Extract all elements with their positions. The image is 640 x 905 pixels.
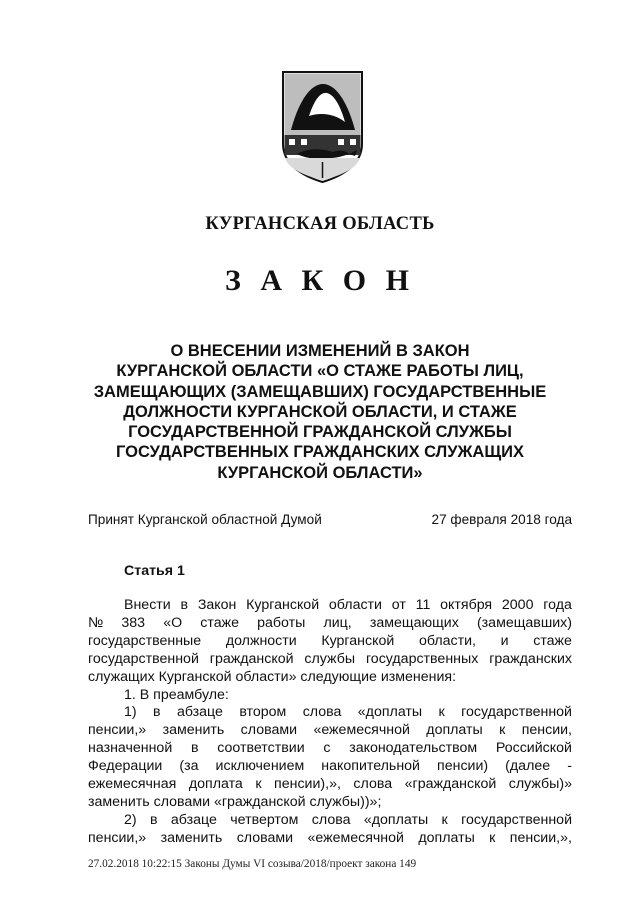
body-word: 383 — [121, 614, 146, 631]
body-word: Российской — [495, 740, 572, 757]
document-footer: 27.02.2018 10:22:15 Законы Думы VI созыва/2018/проект закона 149 — [88, 858, 417, 870]
article-body — [88, 597, 572, 848]
body-word: абзаце — [170, 811, 217, 828]
adoption-line — [88, 512, 572, 527]
body-word: октября — [440, 597, 493, 613]
body-word: Федерации — [88, 758, 163, 775]
body-line — [88, 740, 572, 758]
body-word: к — [255, 776, 262, 793]
body-word: государственной — [461, 811, 572, 828]
body-word: доплаты — [418, 829, 475, 846]
body-word: абзаце — [176, 704, 223, 721]
region-heading: КУРГАНСКАЯ ОБЛАСТЬ — [205, 214, 435, 234]
title-line: ЗАМЕЩАЮЩИХ (ЗАМЕЩАВШИХ) ГОСУДАРСТВЕННЫЕ — [93, 382, 547, 401]
body-word: законодательством — [349, 740, 478, 757]
body-line — [88, 776, 572, 794]
body-word: службы)» — [508, 776, 572, 793]
body-word: пенсии,» — [88, 829, 147, 846]
body-line: 1. В преамбуле: — [124, 686, 229, 703]
body-word: «доплаты — [357, 704, 423, 721]
body-word: пенсии) — [437, 758, 489, 775]
body-word: государственной — [88, 650, 199, 667]
body-word: в — [153, 704, 161, 721]
title-line: ДОЛЖНОСТИ КУРГАНСКОЙ ОБЛАСТИ, И СТАЖЕ — [123, 402, 517, 421]
body-line — [88, 830, 572, 848]
body-word: назначенной — [88, 740, 173, 757]
body-word: Курганской — [246, 597, 320, 613]
body-word: к — [489, 829, 496, 846]
body-word: - — [567, 758, 572, 775]
body-word: «гражданской — [404, 776, 497, 793]
body-line: служащих Курганской области» следующие изменения: — [88, 668, 457, 685]
body-word: соответствии — [217, 740, 305, 757]
adopted-by: Принят Курганской областной Думой — [88, 512, 322, 527]
body-word: втором — [239, 704, 287, 721]
title-line: ГОСУДАРСТВЕННОЙ ГРАЖДАНСКОЙ СЛУЖБЫ — [128, 423, 512, 442]
body-word: «ежемесячной — [313, 722, 410, 739]
body-word: пенсии,» — [88, 722, 147, 739]
body-word: накопительной — [321, 758, 420, 775]
body-line — [88, 633, 572, 651]
body-line — [88, 597, 572, 615]
body-line — [88, 758, 572, 776]
kurgan-coat-of-arms-icon — [277, 66, 368, 184]
title-line: ГОСУДАРСТВЕННЫХ ГРАЖДАНСКИХ СЛУЖАЩИХ — [115, 443, 525, 462]
body-word: от — [391, 597, 406, 613]
body-word: 11 — [415, 597, 431, 613]
body-word: слова — [353, 776, 393, 793]
body-word: заменить — [160, 829, 223, 846]
body-word: доплата — [188, 776, 243, 793]
body-word: словами — [240, 722, 298, 739]
body-word: гражданских — [489, 650, 572, 667]
body-word: должности — [225, 632, 297, 649]
body-word: 1) — [124, 704, 137, 721]
body-word: «доплаты — [363, 811, 429, 828]
body-word: замещающих — [369, 614, 459, 631]
body-word: № — [88, 614, 104, 631]
body-line — [88, 651, 572, 669]
adoption-date: 27 февраля 2018 года — [431, 512, 572, 527]
body-word: пенсии,», — [509, 829, 572, 846]
body-word: в — [191, 740, 199, 757]
body-word: с — [323, 740, 331, 757]
body-word: области, — [418, 632, 476, 649]
title-line: КУРГАНСКОЙ ОБЛАСТИ «О СТАЖЕ РАБОТЫ ЛИЦ, — [116, 362, 524, 381]
body-word: стаже — [200, 614, 239, 631]
body-line: заменить словами «гражданской службы))»; — [88, 793, 382, 810]
document-type-heading: З А К О Н — [225, 264, 415, 297]
body-word: работы — [257, 614, 306, 631]
body-word: к — [438, 704, 445, 721]
body-word: исключением — [215, 758, 305, 775]
body-word: области — [328, 597, 382, 613]
body-word: «ежемесячной — [307, 829, 404, 846]
body-word: Закон — [197, 597, 237, 613]
body-word: стаже — [533, 632, 572, 649]
body-word: к — [441, 811, 448, 828]
body-word: в — [150, 811, 158, 828]
body-word: (замещавших) — [476, 614, 572, 631]
body-word: 2) — [124, 811, 137, 828]
body-word: доплаты — [426, 722, 483, 739]
body-word: 2000 — [501, 597, 534, 613]
article-heading: Статья 1 — [124, 563, 185, 579]
body-word: лиц, — [323, 614, 352, 631]
body-word: Курганской — [321, 632, 395, 649]
title-line: КУРГАНСКОЙ ОБЛАСТИ» — [217, 463, 423, 482]
body-word: в — [180, 597, 189, 613]
law-title — [80, 341, 560, 483]
body-word: службы — [304, 650, 356, 667]
body-word: (за — [179, 758, 199, 775]
body-word: словами — [236, 829, 294, 846]
body-word: государственных — [365, 650, 479, 667]
body-word: слова — [302, 704, 342, 721]
body-word: года — [543, 597, 572, 613]
title-line: О ВНЕСЕНИИ ИЗМЕНЕНИЙ В ЗАКОН — [170, 342, 470, 360]
body-word: четвертом — [230, 811, 299, 828]
body-line — [88, 704, 572, 722]
body-word: «О — [163, 614, 183, 631]
body-word: Внести — [124, 597, 171, 613]
body-word: и — [500, 632, 509, 649]
body-word: пенсии, — [521, 722, 572, 739]
body-line — [88, 615, 572, 633]
body-word: слова — [311, 811, 351, 828]
body-line — [88, 722, 572, 740]
body-line — [88, 812, 572, 830]
body-word: гражданской — [209, 650, 294, 667]
body-word: государственные — [88, 632, 202, 649]
body-word: к — [499, 722, 506, 739]
body-word: ежемесячная — [88, 776, 177, 793]
body-word: пенсии),», — [274, 776, 341, 793]
body-word: (далее — [505, 758, 551, 775]
body-word: государственной — [461, 704, 572, 721]
body-word: заменить — [162, 722, 225, 739]
